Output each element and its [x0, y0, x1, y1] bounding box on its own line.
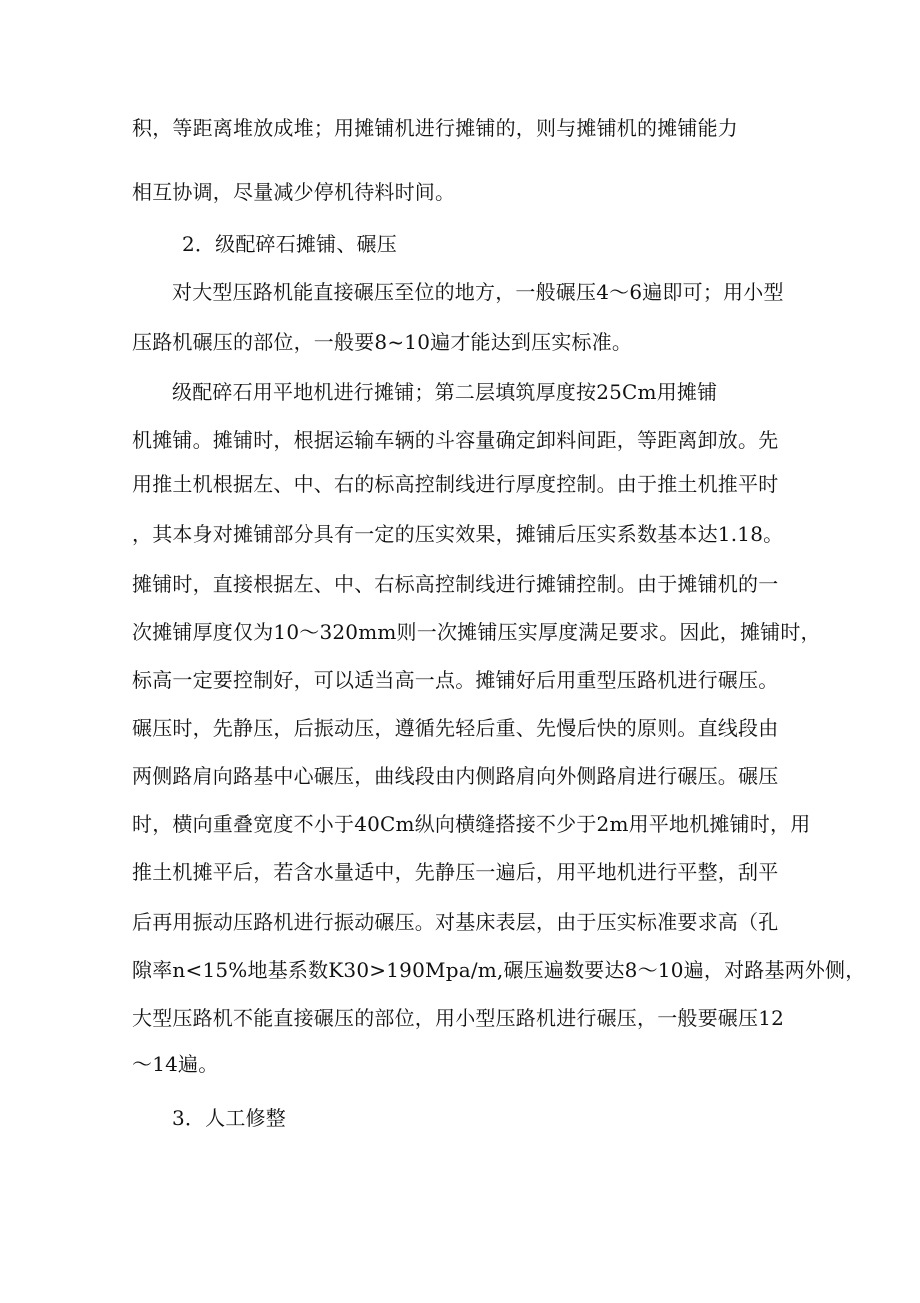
- paragraph-2-line-15: ～14遍。: [132, 1052, 219, 1076]
- paragraph-2-line-8: 碾压时，先静压，后振动压，遵循先轻后重、先慢后快的原则。直线段由: [132, 716, 779, 740]
- paragraph-1-line-2: 压路机碾压的部位，一般要8~10遍才能达到压实标准。: [132, 330, 633, 354]
- text-line-1: 积，等距离堆放成堆；用摊铺机进行摊铺的，则与摊铺机的摊铺能力: [132, 116, 738, 140]
- paragraph-2-line-2: 机摊铺。摊铺时，根据运输车辆的斗容量确定卸料间距，等距离卸放。先: [132, 428, 779, 452]
- paragraph-2-line-1: 级配碎石用平地机进行摊铺；第二层填筑厚度按25Cm用摊铺: [172, 380, 718, 404]
- section-heading-3: 3．人工修整: [172, 1106, 286, 1130]
- text-line-2: 相互协调，尽量减少停机待料时间。: [132, 180, 456, 204]
- paragraph-2-line-10: 时，横向重叠宽度不小于40Cm纵向横缝搭接不少于2m用平地机摊铺时，用: [132, 812, 811, 836]
- paragraph-2-line-11: 推土机摊平后，若含水量适中，先静压一遍后，用平地机进行平整，刮平: [132, 860, 779, 884]
- paragraph-2-line-5: 摊铺时，直接根据左、中、右标高控制线进行摊铺控制。由于摊铺机的一: [132, 572, 779, 596]
- paragraph-2-line-14: 大型压路机不能直接碾压的部位，用小型压路机进行碾压，一般要碾压12: [132, 1006, 785, 1030]
- paragraph-2-line-9: 两侧路肩向路基中心碾压，曲线段由内侧路肩向外侧路肩进行碾压。碾压: [132, 764, 779, 788]
- paragraph-2-line-7: 标高一定要控制好，可以适当高一点。摊铺好后用重型压路机进行碾压。: [132, 668, 779, 692]
- section-heading-2: 2．级配碎石摊铺、碾压: [182, 232, 397, 256]
- paragraph-2-line-4: ，其本身对摊铺部分具有一定的压实效果，摊铺后压实系数基本达1.18。: [132, 522, 784, 546]
- paragraph-1-line-1: 对大型压路机能直接碾压至位的地方，一般碾压4～6遍即可；用小型: [172, 280, 784, 304]
- paragraph-2-line-12: 后再用振动压路机进行振动碾压。对基床表层，由于压实标准要求高（孔: [132, 910, 779, 934]
- paragraph-2-line-3: 用推土机根据左、中、右的标高控制线进行厚度控制。由于推土机推平时: [132, 472, 779, 496]
- paragraph-2-line-13: 隙率n<15%地基系数K30>190Mpa/m,碾压遍数要达8～10遍，对路基两外侧，: [132, 958, 866, 982]
- paragraph-2-line-6: 次摊铺厚度仅为10～320mm则一次摊铺压实厚度满足要求。因此，摊铺时，: [132, 620, 821, 644]
